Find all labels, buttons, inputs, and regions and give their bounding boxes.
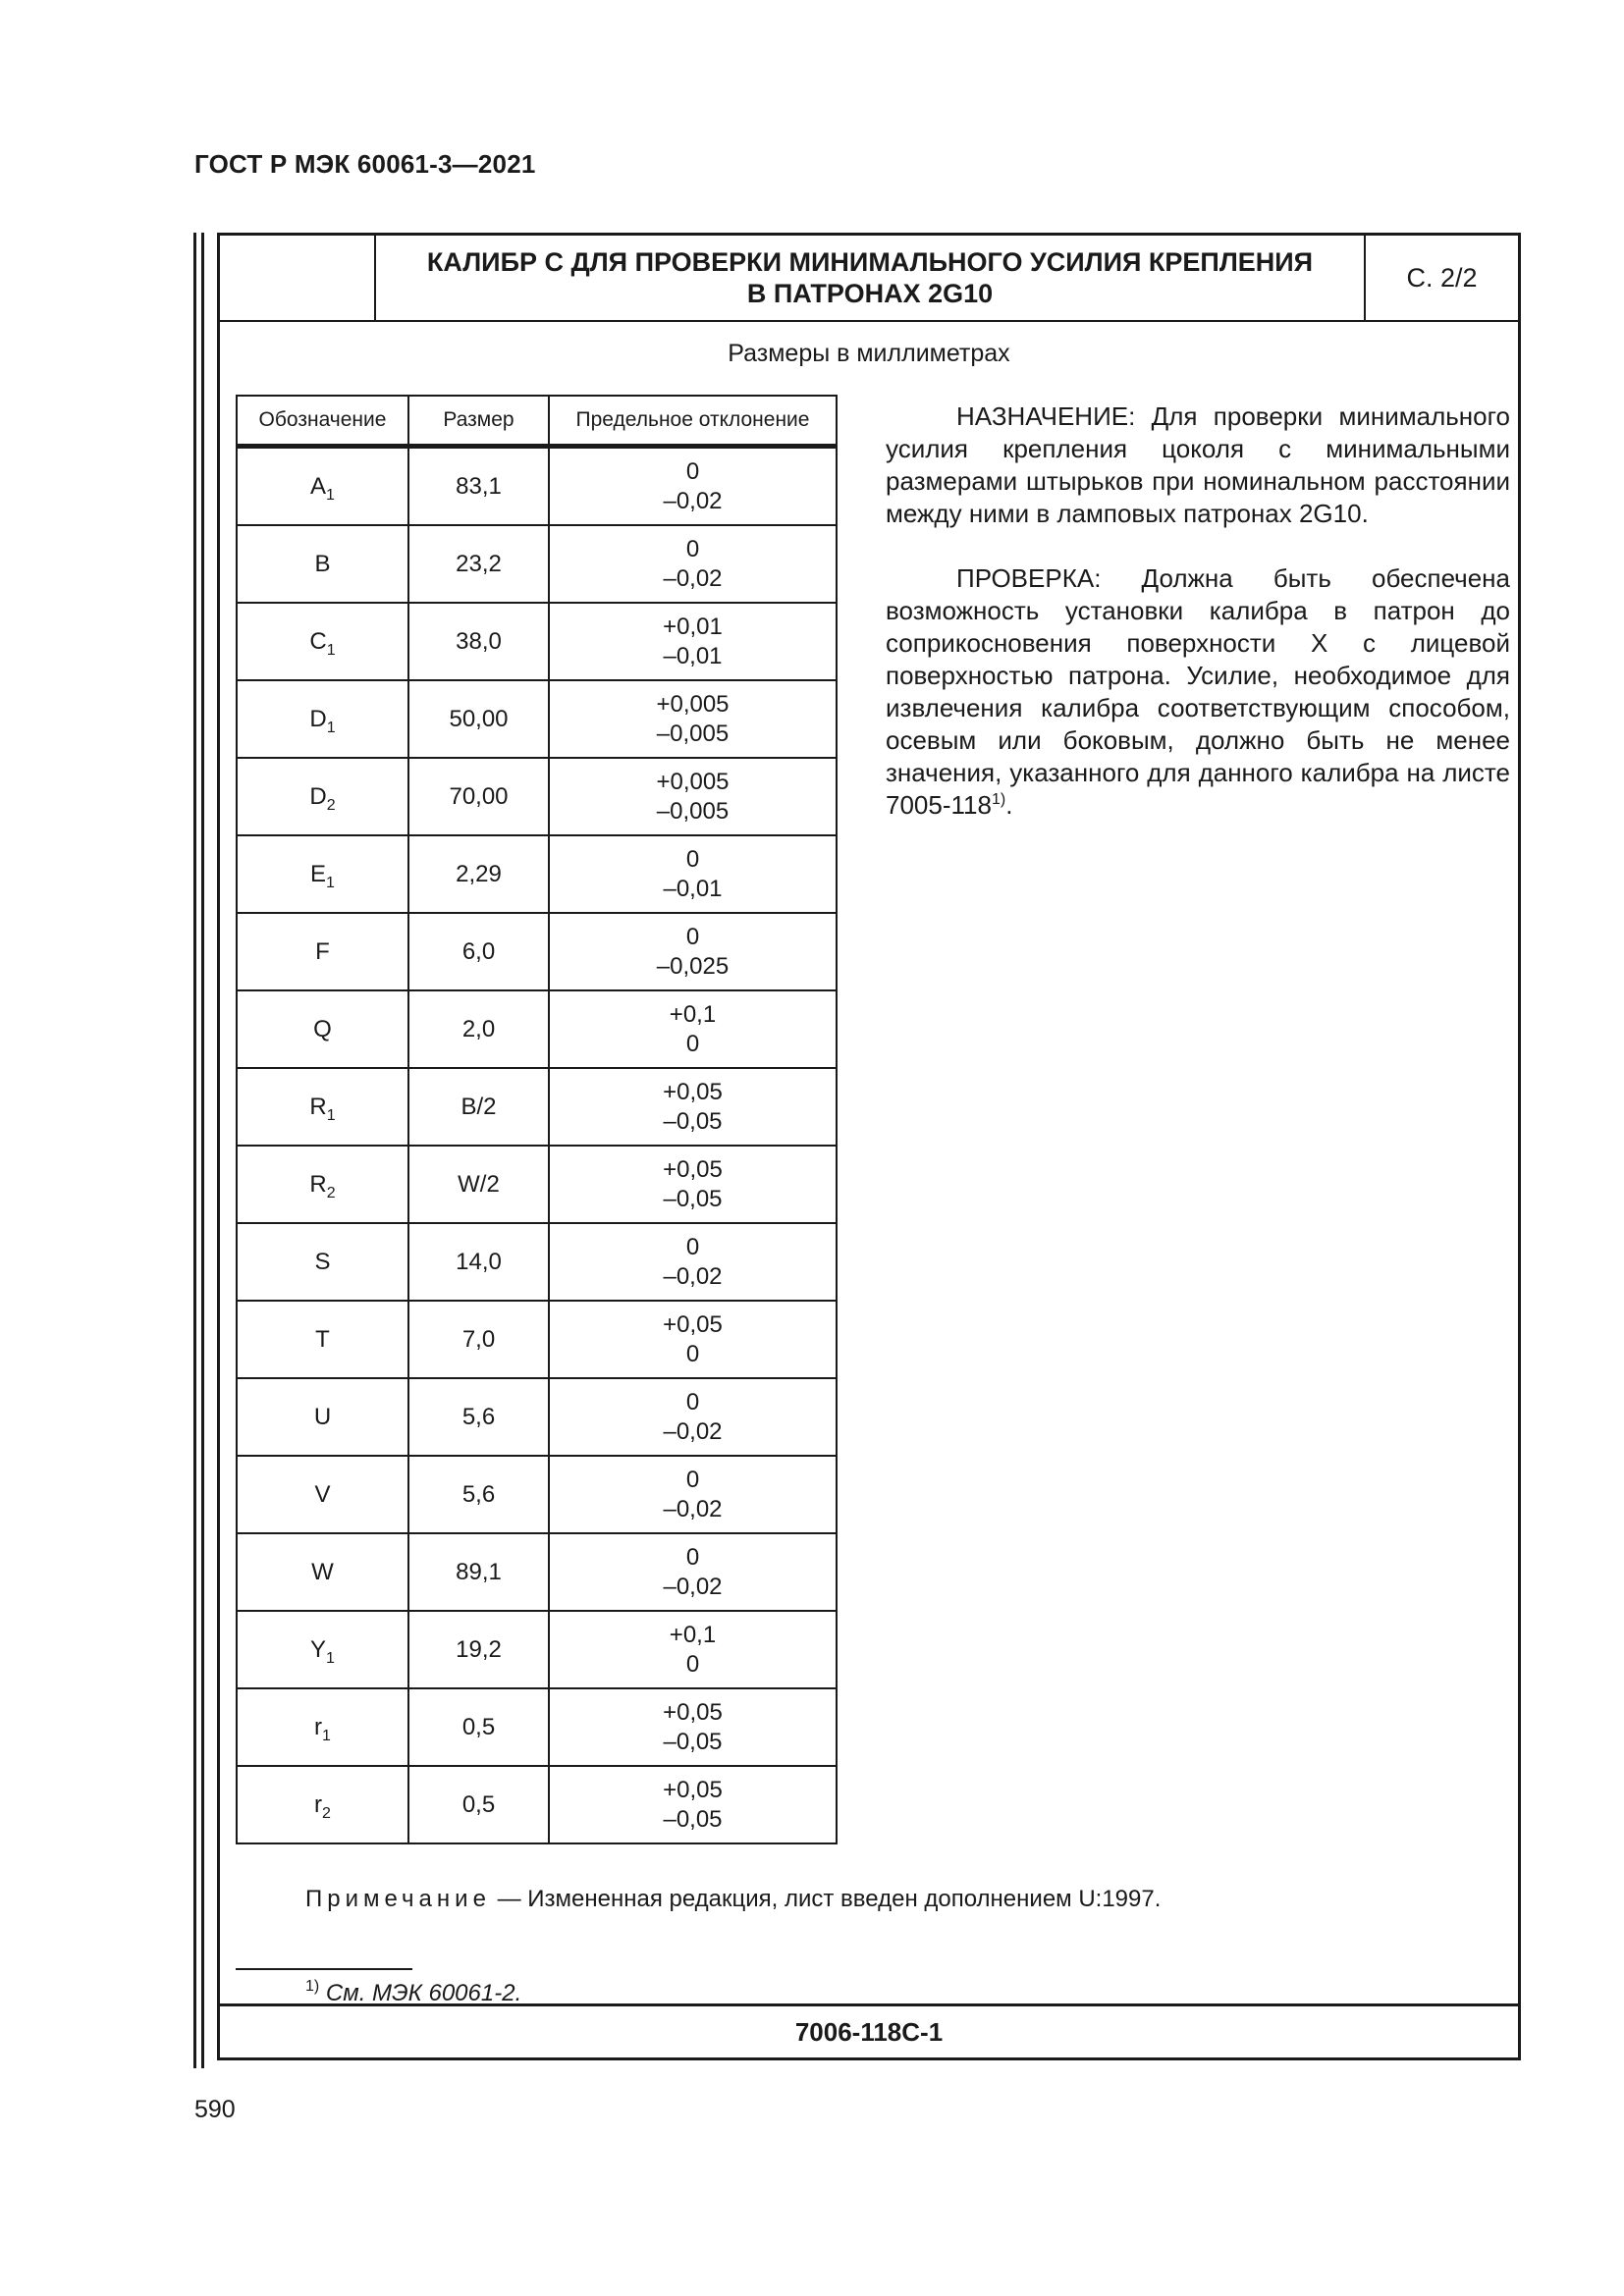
- title-row: [220, 236, 1518, 322]
- tolerance-upper: +0,05: [663, 1310, 723, 1338]
- designation-symbol: W: [311, 1558, 334, 1585]
- size-cell: 0,5: [408, 1688, 549, 1766]
- tolerance-cell: [549, 1223, 837, 1301]
- tolerance-cell: [549, 1533, 837, 1611]
- tolerance-lower: –0,005: [656, 720, 730, 747]
- sheet-code: 7006-118C-1: [220, 2003, 1518, 2057]
- sheet-number: С. 2/2: [1364, 236, 1518, 320]
- designation-symbol: U: [313, 1403, 332, 1430]
- tolerance-cell: [549, 913, 837, 990]
- tolerance-cell: [549, 1688, 837, 1766]
- tolerance-cell: [549, 1378, 837, 1456]
- tolerance-upper: 0: [685, 923, 700, 950]
- margin-bar-inner: [201, 233, 204, 2068]
- table-row: [237, 1611, 837, 1688]
- tolerance-lower: 0: [685, 1650, 700, 1678]
- check-text: ПРОВЕРКА: Должна быть обеспечена возможность установки калибра в патрон до соприкосновения поверхности X с лицевой поверхностью патрона. Усилие, необходимое для извлечения калибра соответствующим способом, осевым или боковым, должно быть не менее значения, указанного для данного калибра на листе 7005-118: [886, 563, 1510, 820]
- designation-cell: [237, 1146, 408, 1223]
- designation-cell: [237, 835, 408, 913]
- tolerance-lower: –0,05: [663, 1805, 723, 1833]
- designation-cell: [237, 1611, 408, 1688]
- designation-symbol: A: [310, 472, 327, 500]
- tolerance-lower: 0: [685, 1030, 700, 1057]
- table-row: [237, 525, 837, 603]
- tolerance-lower: –0,02: [663, 1573, 723, 1600]
- page-header: ГОСТ Р МЭК 60061-3—2021: [194, 149, 536, 179]
- table-row: [237, 990, 837, 1068]
- designation-symbol: D: [309, 782, 327, 810]
- purpose-paragraph: НАЗНАЧЕНИЕ: Для проверки минимального усилия крепления цоколя с минимальными размерами штырьков при номинальном расстоянии между ними в ламповых патронах 2G10.: [886, 401, 1510, 528]
- note-text: — Измененная редакция, лист введен дополнением U:1997.: [490, 1886, 1162, 1912]
- designation-subscript: 1: [326, 719, 336, 736]
- designation-symbol: R: [309, 1093, 327, 1120]
- size-cell: 23,2: [408, 525, 549, 603]
- designation-subscript: 1: [326, 874, 335, 891]
- tolerance-upper: 0: [685, 1388, 700, 1415]
- table-row: [237, 835, 837, 913]
- check-paragraph: [886, 562, 1510, 822]
- tolerance-upper: +0,05: [663, 1078, 723, 1105]
- size-cell: 7,0: [408, 1301, 549, 1378]
- sheet-title: [376, 236, 1364, 320]
- designation-symbol: Y: [310, 1635, 327, 1663]
- tolerance-upper: 0: [685, 1466, 700, 1493]
- size-cell: 89,1: [408, 1533, 549, 1611]
- designation-symbol: E: [310, 860, 327, 887]
- tolerance-lower: –0,05: [663, 1728, 723, 1755]
- size-cell: B/2: [408, 1068, 549, 1146]
- size-cell: 14,0: [408, 1223, 549, 1301]
- tolerance-lower: –0,01: [663, 875, 723, 902]
- table-row: [237, 680, 837, 758]
- designation-symbol: F: [315, 937, 330, 965]
- tolerance-upper: 0: [685, 845, 700, 873]
- designation-cell: [237, 758, 408, 835]
- designation-cell: [237, 1301, 408, 1378]
- tolerance-cell: [549, 758, 837, 835]
- tolerance-lower: –0,025: [656, 952, 730, 980]
- tolerance-upper: 0: [685, 457, 700, 485]
- designation-cell: [237, 990, 408, 1068]
- table-row: [237, 758, 837, 835]
- tolerance-upper: +0,005: [656, 768, 730, 795]
- designation-cell: [237, 1533, 408, 1611]
- tolerance-cell: [549, 835, 837, 913]
- designation-symbol: S: [314, 1248, 331, 1275]
- designation-symbol: R: [309, 1170, 327, 1198]
- designation-subscript: 2: [322, 1804, 331, 1822]
- designation-cell: [237, 1688, 408, 1766]
- designation-cell: [237, 1378, 408, 1456]
- footnote-rule: [236, 1968, 412, 1970]
- tolerance-upper: +0,005: [656, 690, 730, 718]
- tolerance-lower: 0: [685, 1340, 700, 1367]
- tolerance-lower: –0,02: [663, 1417, 723, 1445]
- sheet-frame: [217, 233, 1521, 2060]
- designation-cell: [237, 447, 408, 526]
- designation-subscript: 1: [326, 486, 335, 504]
- table-row: [237, 1146, 837, 1223]
- tolerance-upper: +0,1: [669, 1000, 717, 1028]
- units-caption: Размеры в миллиметрах: [728, 340, 1010, 367]
- designation-symbol: C: [309, 627, 327, 655]
- sheet-title-line1: КАЛИБР С ДЛЯ ПРОВЕРКИ МИНИМАЛЬНОГО УСИЛИЯ КРЕПЛЕНИЯ: [426, 247, 1314, 277]
- table-header-row: [237, 396, 837, 447]
- header-size: Размер: [408, 396, 549, 447]
- table-row: [237, 1533, 837, 1611]
- size-cell: 19,2: [408, 1611, 549, 1688]
- tolerance-upper: +0,05: [663, 1155, 723, 1183]
- size-cell: 38,0: [408, 603, 549, 680]
- title-blank-cell: [220, 236, 376, 320]
- tolerance-lower: –0,02: [663, 1495, 723, 1522]
- header-designation: Обозначение: [237, 396, 408, 447]
- table-row: [237, 1068, 837, 1146]
- note: [305, 1886, 1161, 1913]
- table-body: [237, 447, 837, 1844]
- designation-symbol: D: [309, 705, 327, 732]
- designation-symbol: B: [314, 550, 331, 577]
- tolerance-upper: 0: [685, 1543, 700, 1571]
- tolerance-lower: –0,02: [663, 487, 723, 514]
- header-tolerance: Предельное отклонение: [549, 396, 837, 447]
- check-footnote-ref: 1): [991, 791, 1006, 808]
- designation-subscript: 2: [326, 1184, 336, 1201]
- designation-subscript: 2: [326, 796, 336, 814]
- table-row: [237, 1223, 837, 1301]
- margin-bar-outer: [193, 233, 196, 2068]
- table-row: [237, 447, 837, 526]
- tolerance-upper: 0: [685, 535, 700, 562]
- designation-cell: [237, 525, 408, 603]
- size-cell: 0,5: [408, 1766, 549, 1843]
- designation-symbol: r: [314, 1713, 323, 1740]
- size-cell: 70,00: [408, 758, 549, 835]
- table-row: [237, 1301, 837, 1378]
- designation-cell: [237, 1766, 408, 1843]
- size-cell: 50,00: [408, 680, 549, 758]
- table-row: [237, 1378, 837, 1456]
- tolerance-upper: +0,05: [663, 1776, 723, 1803]
- tolerance-upper: +0,01: [663, 613, 723, 640]
- designation-subscript: 1: [326, 641, 336, 659]
- tolerance-cell: [549, 1456, 837, 1533]
- size-cell: W/2: [408, 1146, 549, 1223]
- footnote-mark: 1): [305, 1978, 320, 1995]
- table-row: [237, 913, 837, 990]
- table-row: [237, 1766, 837, 1843]
- page-number: 590: [194, 2096, 236, 2123]
- designation-cell: [237, 680, 408, 758]
- footnote-text: См. МЭК 60061-2.: [325, 1980, 522, 2006]
- table-row: [237, 603, 837, 680]
- designation-cell: [237, 1068, 408, 1146]
- tolerance-cell: [549, 1766, 837, 1843]
- tolerance-cell: [549, 525, 837, 603]
- tolerance-upper: +0,1: [669, 1621, 717, 1648]
- designation-cell: [237, 1223, 408, 1301]
- description-column: [886, 400, 1510, 854]
- tolerance-lower: –0,05: [663, 1107, 723, 1135]
- tolerance-cell: [549, 680, 837, 758]
- tolerance-cell: [549, 990, 837, 1068]
- designation-cell: [237, 913, 408, 990]
- tolerance-lower: –0,05: [663, 1185, 723, 1212]
- tolerance-cell: [549, 1146, 837, 1223]
- designation-cell: [237, 603, 408, 680]
- note-label: Примечание: [305, 1886, 491, 1912]
- designation-symbol: Q: [313, 1015, 332, 1042]
- tolerance-cell: [549, 1301, 837, 1378]
- designation-subscript: 1: [326, 1649, 335, 1667]
- check-text-end: .: [1005, 790, 1013, 820]
- designation-symbol: T: [315, 1325, 330, 1353]
- size-cell: 5,6: [408, 1456, 549, 1533]
- designation-symbol: V: [314, 1480, 331, 1508]
- size-cell: 2,29: [408, 835, 549, 913]
- tolerance-lower: –0,005: [656, 797, 730, 825]
- designation-subscript: 1: [326, 1106, 336, 1124]
- table-row: [237, 1456, 837, 1533]
- tolerance-cell: [549, 1611, 837, 1688]
- size-cell: 2,0: [408, 990, 549, 1068]
- tolerance-lower: –0,01: [663, 642, 723, 669]
- tolerance-upper: +0,05: [663, 1698, 723, 1726]
- size-cell: 6,0: [408, 913, 549, 990]
- designation-symbol: r: [314, 1790, 323, 1818]
- tolerance-upper: 0: [685, 1233, 700, 1260]
- dimensions-table: [236, 395, 838, 1844]
- size-cell: 83,1: [408, 447, 549, 526]
- table-row: [237, 1688, 837, 1766]
- tolerance-cell: [549, 447, 837, 526]
- tolerance-cell: [549, 1068, 837, 1146]
- tolerance-lower: –0,02: [663, 1262, 723, 1290]
- size-cell: 5,6: [408, 1378, 549, 1456]
- designation-subscript: 1: [322, 1727, 331, 1744]
- tolerance-lower: –0,02: [663, 564, 723, 592]
- designation-cell: [237, 1456, 408, 1533]
- tolerance-cell: [549, 603, 837, 680]
- sheet-title-line2: В ПАТРОНАХ 2G10: [746, 279, 994, 308]
